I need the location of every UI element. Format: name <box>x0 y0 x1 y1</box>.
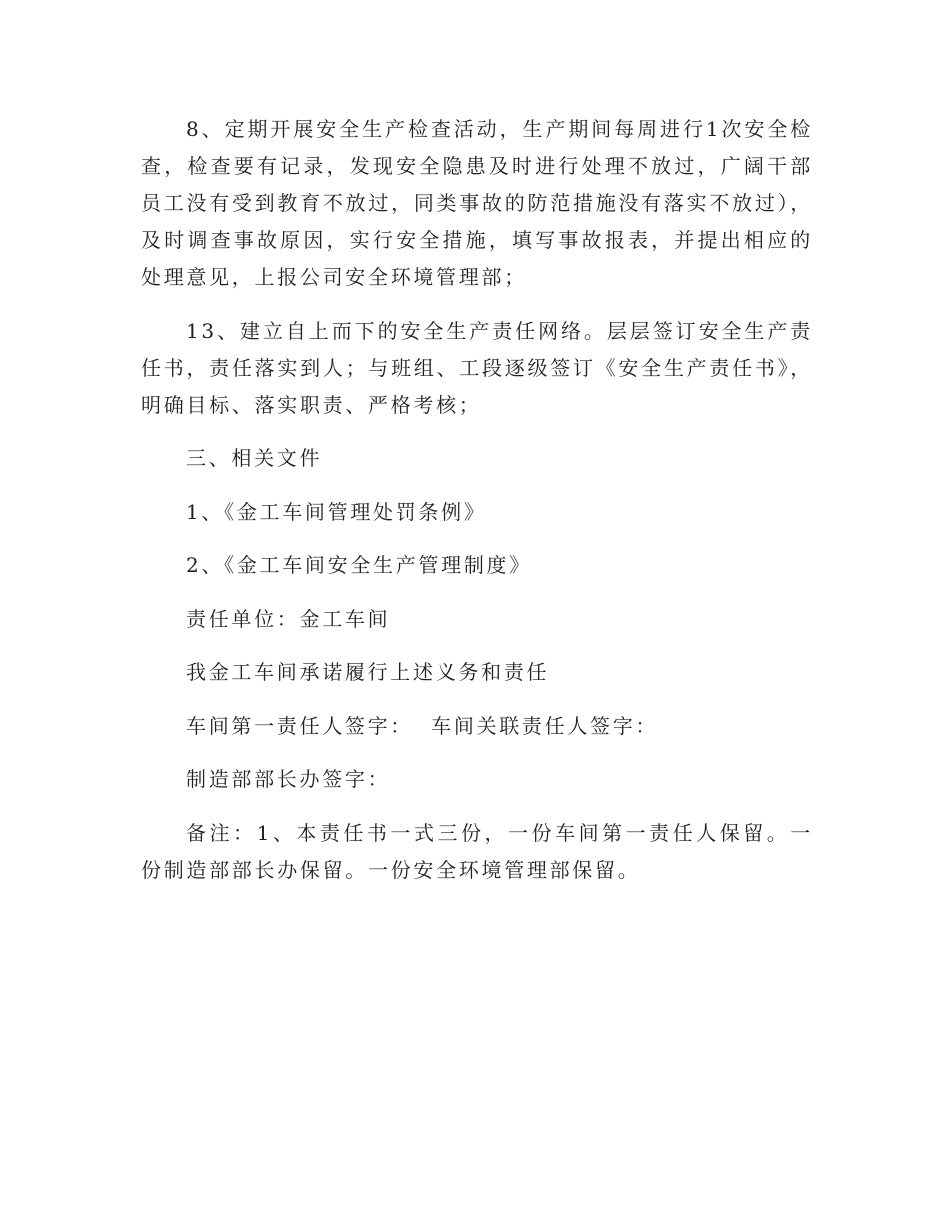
responsible-unit: 责任单位：金工车间 <box>186 606 391 631</box>
paragraph-safety-inspection: 8、定期开展安全生产检查活动，生产期间每周进行1次安全检查，检查要有记录，发现安全隐患及时进行处理不放过，广阔干部员工没有受到教育不放过，同类事故的防范措施没有落实不放过），及时调查事故原因，实行安全措施，填写事故报表，并提出相应的处理意见，上报公司安全环境管理部； <box>141 117 813 289</box>
department-signature-line: 制造部部长办签字： <box>186 767 391 791</box>
remarks-paragraph: 备注：1、本责任书一式三份，一份车间第一责任人保留。一份制造部部长办保留。一份安全环境管理部保留。 <box>141 820 813 882</box>
paragraph-responsibility-network: 13、建立自上而下的安全生产责任网络。层层签订安全生产责任书，责任落实到人；与班组、工段逐级签订《安全生产责任书》，明确目标、落实职责、严格考核； <box>141 318 813 417</box>
section-heading-related-documents: 三、相关文件 <box>186 446 323 470</box>
related-document-item-1: 1、《金工车间管理处罚条例》 <box>186 499 487 524</box>
workshop-signature-line: 车间第一责任人签字： 车间关联责任人签字： <box>186 713 659 738</box>
document-body <box>141 111 813 905</box>
related-document-item-2: 2、《金工车间安全生产管理制度》 <box>186 553 532 577</box>
commitment-statement: 我金工车间承诺履行上述义务和责任 <box>186 660 550 684</box>
